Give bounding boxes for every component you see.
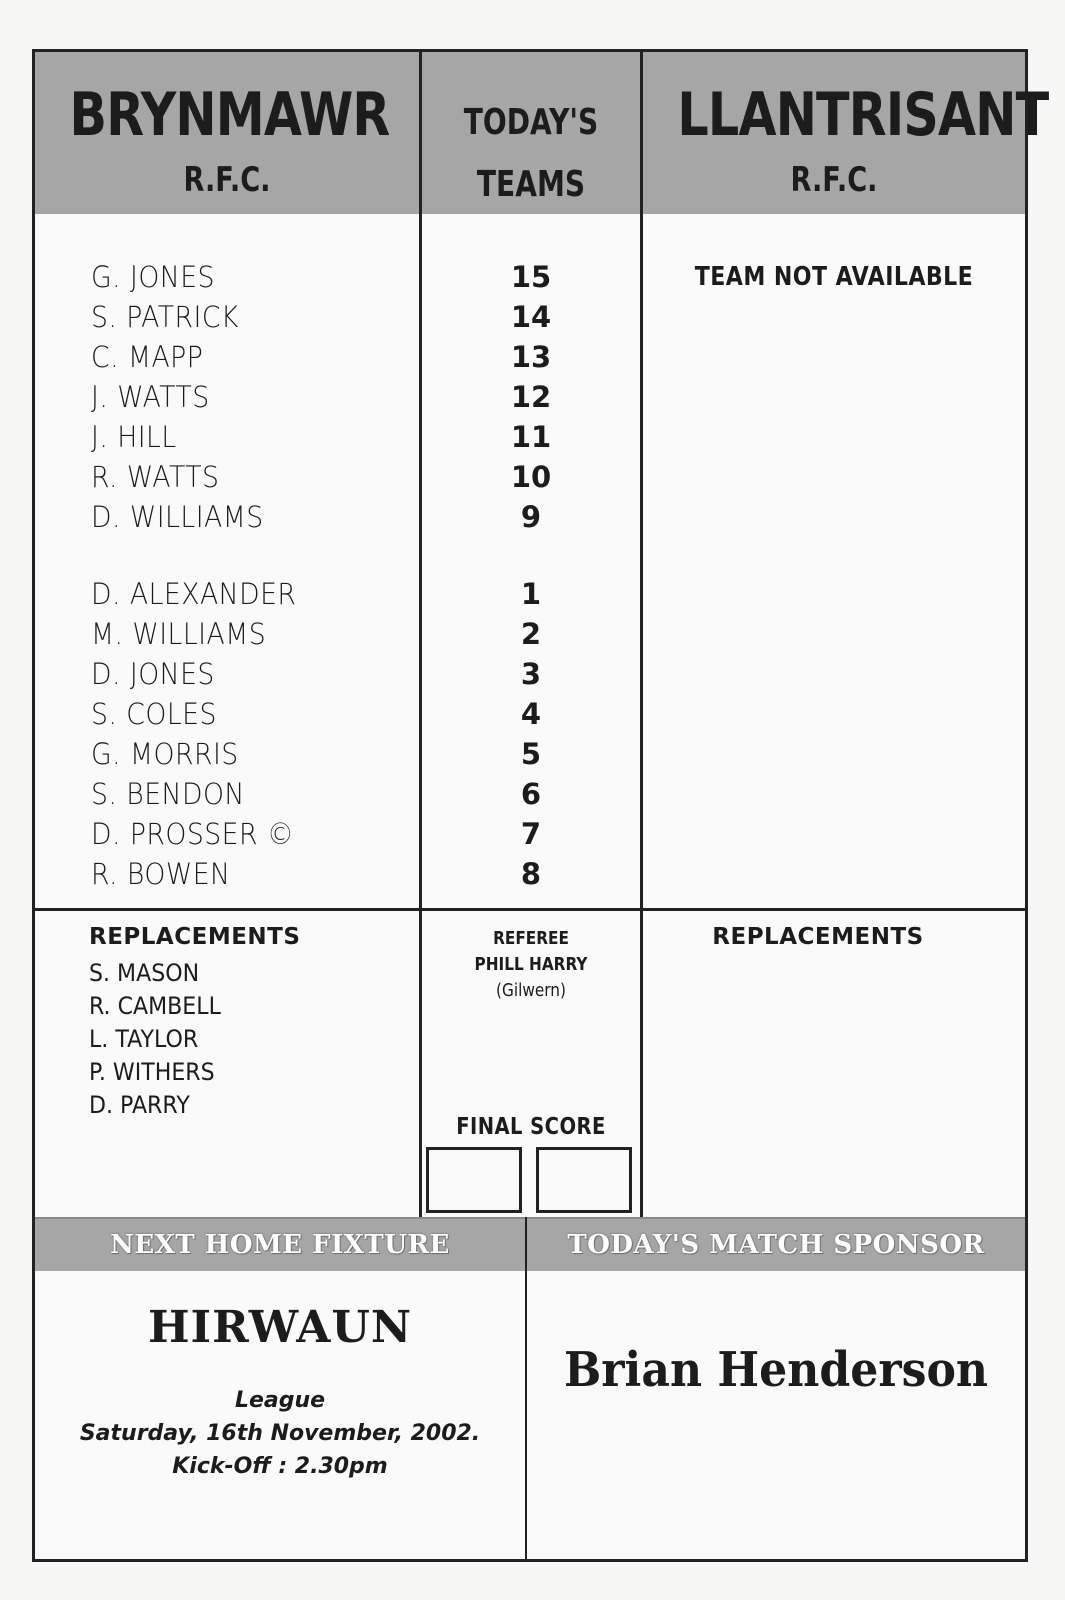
shirt-number: 2 [520,617,542,651]
referee-name: PHILL HARRY [474,954,588,975]
away-team-note: TEAM NOT AVAILABLE [694,262,974,292]
todays-teams-title [446,92,616,216]
shirt-number: 7 [520,817,542,851]
sponsor-name: Brian Henderson [563,1342,989,1398]
fixture-opponent: HIRWAUN [147,1302,413,1353]
backs-numbers [422,257,640,537]
referee-club: (Gilwern) [496,980,566,1001]
referee-block [438,926,623,1004]
home-replacements-label: REPLACEMENTS [89,924,301,950]
fixture-kickoff: Kick-Off : 2.30pm [172,1454,388,1479]
match-sponsor-banner: TODAY'S MATCH SPONSOR [567,1230,985,1260]
home-club-name: BRYNMAWR [69,80,390,150]
shirt-number: 1 [520,577,542,611]
player-name: J. HILL [91,420,177,454]
away-replacements-label: REPLACEMENTS [712,924,924,950]
shirt-number: 12 [510,380,552,414]
player-name: S. COLES [91,697,217,731]
shirt-number: 14 [510,300,552,334]
replacement-name: L. TAYLOR [89,1025,199,1053]
player-name: G. JONES [91,260,215,294]
player-name: D. WILLIAMS [91,500,264,534]
player-name: J. WATTS [91,380,210,414]
home-club-suffix: R.F.C. [183,160,271,200]
player-name: S. BENDON [91,777,245,811]
forwards-numbers [422,574,640,894]
referee-label: REFEREE [493,928,569,949]
shirt-number: 3 [520,657,542,691]
player-name: G. MORRIS [91,737,239,771]
away-club-suffix: R.F.C. [790,160,878,200]
fixture-date: Saturday, 16th November, 2002. [79,1421,481,1446]
shirt-number: 8 [520,857,542,891]
player-name: M. WILLIAMS [91,617,267,651]
team-sheet [32,49,1049,1562]
shirt-number: 15 [510,260,552,294]
divider-teams-bottom [35,908,1025,911]
player-name: D. ALEXANDER [91,577,297,611]
shirt-number: 10 [510,460,552,494]
fixture-details [35,1384,525,1483]
away-club-name: LLANTRISANT [677,80,1049,150]
home-backs-list [91,257,411,537]
fixture-competition: League [234,1388,326,1413]
away-score-box[interactable] [536,1147,632,1213]
teams-line: TEAMS [476,164,586,205]
shirt-number: 9 [520,500,542,534]
player-name: S. PATRICK [91,300,239,334]
player-name: R. BOWEN [91,857,231,891]
shirt-number: 5 [520,737,542,771]
player-name: R. WATTS [91,460,220,494]
replacement-name: S. MASON [89,959,200,987]
next-home-fixture-banner: NEXT HOME FIXTURE [110,1230,450,1260]
home-score-box[interactable] [426,1147,522,1213]
final-score-label: FINAL SCORE [456,1114,606,1140]
todays-line: TODAY'S [463,102,599,143]
shirt-number: 11 [510,420,552,454]
player-name: C. MAPP [91,340,204,374]
home-forwards-list [91,574,411,894]
player-name: D. PROSSER © [91,817,295,851]
shirt-number: 6 [520,777,542,811]
shirt-number: 4 [520,697,542,731]
shirt-number: 13 [510,340,552,374]
divider-right [640,52,643,1217]
replacement-name: D. PARRY [89,1091,190,1119]
replacement-name: P. WITHERS [89,1058,215,1086]
home-replacements-list [89,957,409,1122]
player-name: D. JONES [91,657,215,691]
replacement-name: R. CAMBELL [89,992,221,1020]
